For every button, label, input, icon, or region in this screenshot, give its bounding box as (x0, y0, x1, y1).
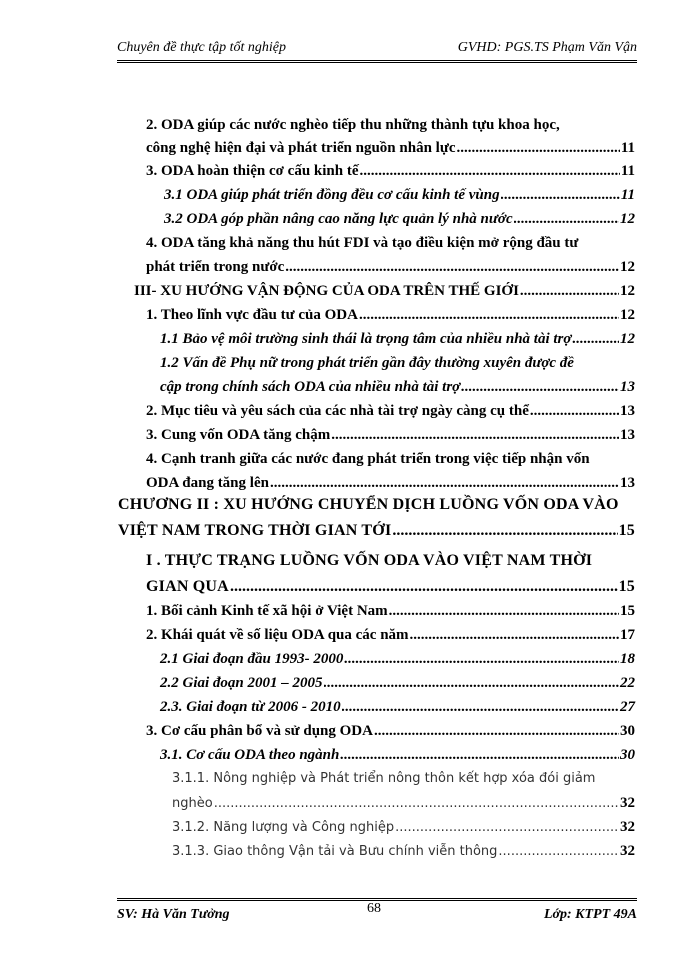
toc-entry-text: 3.1.1. Nông nghiệp và Phát triển nông thôn kết hợp xóa đói giảm (172, 771, 596, 786)
toc-entry[interactable]: 2.3. Giai đoạn từ 2006 - 2010 ..... 27 (160, 696, 635, 718)
toc-entry[interactable]: 1. Theo lĩnh vực đầu tư của ODA ..... 12 (146, 304, 635, 326)
toc-section-entry[interactable]: GIAN QUA ..... 15 (146, 576, 635, 598)
toc-page-number: 30 (620, 723, 635, 739)
toc-page-number: 13 (620, 475, 635, 491)
page-header (117, 38, 637, 63)
toc-entry[interactable]: 2. Khái quát về số liệu ODA qua các năm ..... 17 (146, 624, 635, 646)
toc-entry[interactable]: 3.1.2. Năng lượng và Công nghiệp ..... 32 (172, 816, 635, 839)
toc-page-number: 15 (618, 522, 635, 539)
header-title: Chuyên đề thực tập tốt nghiệp (117, 40, 286, 55)
toc-page-number: 12 (620, 211, 635, 227)
footer-class: Lớp: KTPT 49A (543, 907, 637, 922)
toc-entry[interactable]: III- XU HƯỚNG VẬN ĐỘNG CỦA ODA TRÊN THẾ GIỚI ..... 12 (134, 280, 635, 302)
toc-entry[interactable]: 3. Cung vốn ODA tăng chậm ..... 13 (146, 424, 635, 446)
toc-entry[interactable]: 2.1 Giai đoạn đầu 1993- 2000 ..... 18 (160, 648, 635, 670)
toc-page-number: 11 (620, 187, 635, 203)
toc-page-number: 32 (620, 819, 635, 835)
toc-chapter-text: CHƯƠNG II : XU HƯỚNG CHUYỂN DỊCH LUỒNG VỐN ODA VÀO (118, 496, 619, 513)
toc-page-number: 30 (620, 747, 635, 763)
toc-entry[interactable]: nghèo ..... 32 (172, 792, 635, 815)
toc-entry[interactable]: 3. Cơ cấu phân bổ và sử dụng ODA ..... 30 (146, 720, 635, 742)
toc-entry[interactable]: 2.2 Giai đoạn 2001 – 2005 ..... 22 (160, 672, 635, 694)
toc-page-number: 17 (620, 627, 635, 643)
toc-page-number: 18 (620, 651, 635, 667)
toc-page-number: 32 (620, 795, 635, 811)
header-supervisor: GVHD: PGS.TS Phạm Văn Vận (457, 40, 637, 55)
toc-page-number: 13 (620, 379, 635, 395)
toc-page-number: 11 (620, 163, 635, 179)
toc-entry[interactable]: 3.1. Cơ cấu ODA theo ngành ..... 30 (160, 744, 635, 766)
footer-student: SV: Hà Văn Tưởng (117, 907, 230, 922)
toc-page-number: 12 (620, 259, 635, 275)
toc-entry[interactable]: 2. Mục tiêu và yêu sách của các nhà tài trợ ngày càng cụ thể ..... 13 (146, 400, 635, 422)
toc-entry[interactable]: cập trong chính sách ODA của nhiều nhà tài trợ ..... 13 (160, 376, 635, 398)
toc-page-number: 13 (620, 403, 635, 419)
toc-entry[interactable]: 3.2 ODA góp phần nâng cao năng lực quản lý nhà nước ..... 12 (164, 208, 635, 230)
toc-entry[interactable]: 1. Bối cảnh Kinh tế xã hội ở Việt Nam ..... 15 (146, 600, 635, 622)
toc-entry[interactable]: 3. ODA hoàn thiện cơ cấu kinh tế ..... 11 (146, 160, 635, 182)
toc-page-number: 27 (620, 699, 635, 715)
toc-page-number: 15 (620, 603, 635, 619)
toc-entry-text: 2. ODA giúp các nước nghèo tiếp thu những thành tựu khoa học, (146, 117, 560, 133)
toc-page-number: 11 (620, 140, 635, 156)
page-footer (117, 898, 637, 922)
toc-section-text: I . THỰC TRẠNG LUỒNG VỐN ODA VÀO VIỆT NAM THỜI (146, 552, 593, 569)
toc-entry[interactable]: 3.1.3. Giao thông Vận tải và Bưu chính viễn thông ..... 32 (172, 840, 635, 863)
toc-page-number: 32 (620, 843, 635, 859)
toc-page-number: 15 (618, 578, 635, 595)
toc-entry[interactable]: công nghệ hiện đại và phát triển nguồn nhân lực ..... 11 (146, 137, 635, 159)
toc-page-number: 13 (620, 427, 635, 443)
toc-entry[interactable]: 3.1 ODA giúp phát triển đồng đều cơ cấu kinh tế vùng ..... 11 (164, 184, 635, 206)
toc-page-number: 12 (620, 331, 635, 347)
toc-entry[interactable]: ODA đang tăng lên ..... 13 (146, 472, 635, 494)
toc-entry-text: 4. ODA tăng khả năng thu hút FDI và tạo điều kiện mở rộng đầu tư (146, 235, 579, 251)
toc-page-number: 12 (620, 307, 635, 323)
toc-chapter-entry[interactable]: VIỆT NAM TRONG THỜI GIAN TỚI ..... 15 (118, 520, 635, 542)
toc-entry-text: 4. Cạnh tranh giữa các nước đang phát triển trong việc tiếp nhận vốn (146, 451, 590, 467)
toc-page-number: 12 (620, 283, 635, 299)
toc-entry[interactable]: phát triển trong nước ..... 12 (146, 256, 635, 278)
toc-entry[interactable]: 1.1 Bảo vệ môi trường sinh thái là trọng tâm của nhiều nhà tài trợ ..... 12 (160, 328, 635, 350)
footer-page-number: 68 (367, 901, 381, 916)
toc-page-number: 22 (620, 675, 635, 691)
toc-entry-text: 1.2 Vấn đề Phụ nữ trong phát triển gần đây thường xuyên được đề (160, 355, 574, 371)
